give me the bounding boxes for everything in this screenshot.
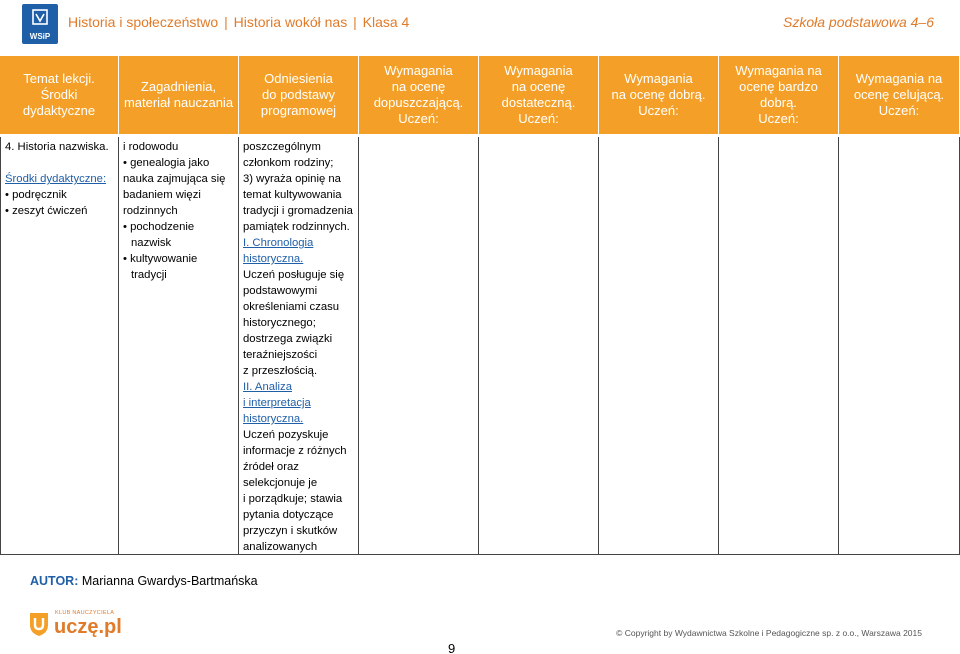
col-header-line: dopuszczającą. bbox=[373, 95, 464, 110]
col-header-line: Wymagania bbox=[504, 63, 573, 78]
col-header-line: na ocenę bbox=[511, 79, 566, 94]
reference-heading-chronology bbox=[243, 235, 354, 267]
reference-heading-line: historyczna. bbox=[243, 413, 304, 425]
col-header-topic bbox=[0, 56, 119, 134]
class-name: Klasa 4 bbox=[362, 14, 410, 30]
reference-line: historycznego; bbox=[243, 317, 316, 329]
page-number: 9 bbox=[448, 641, 456, 654]
reference-line: pytania dotyczące bbox=[243, 509, 334, 521]
reference-heading-analysis bbox=[243, 379, 354, 427]
book-name: Historia wokół nas bbox=[233, 14, 348, 30]
reference-heading-line: II. Analiza bbox=[243, 381, 292, 393]
issue-item: • pochodzenie nazwisk bbox=[123, 219, 234, 251]
reference-line: źródeł oraz bbox=[243, 461, 299, 473]
means-item: • podręcznik bbox=[5, 187, 114, 203]
reference-line: z przeszłością. bbox=[243, 365, 318, 377]
reference-heading-line: I. Chronologia bbox=[243, 237, 314, 249]
wsip-logo bbox=[22, 4, 58, 44]
col-header-line: Wymagania na bbox=[855, 71, 943, 86]
col-header-line: dobrą. bbox=[760, 95, 797, 110]
ucze-shield-icon bbox=[28, 611, 50, 637]
title-separator-2: | bbox=[353, 14, 357, 30]
col-header-line: programowej bbox=[260, 103, 337, 118]
reference-line: przyczyn i skutków bbox=[243, 525, 338, 537]
reference-line: tradycji i gromadzenia bbox=[243, 205, 353, 217]
reference-heading-line: historyczna. bbox=[243, 253, 304, 265]
reference-line: Uczeń posługuje się bbox=[243, 269, 345, 281]
author-label: AUTOR: bbox=[30, 574, 79, 588]
col-header-reference bbox=[239, 56, 359, 134]
col-header-line: Uczeń: bbox=[638, 103, 679, 118]
col-header-line: Uczeń: bbox=[758, 111, 799, 126]
reference-line: teraźniejszości bbox=[243, 349, 318, 361]
reference-line: 3) wyraża opinię na bbox=[243, 173, 341, 185]
reference-line: informacje z różnych bbox=[243, 445, 347, 457]
col-header-line: do podstawy bbox=[262, 87, 335, 102]
cell-grade-6 bbox=[839, 137, 960, 554]
table-row bbox=[0, 137, 960, 555]
copyright-notice: © Copyright by Wydawnictwa Szkolne i Pedagogiczne sp. z o.o., Warszawa 2015 bbox=[616, 628, 922, 638]
reference-line: selekcjonuje je bbox=[243, 477, 318, 489]
author-line bbox=[30, 574, 258, 588]
reference-line: analizowanych bbox=[243, 541, 318, 553]
col-header-line: Uczeń: bbox=[878, 103, 920, 118]
col-header-issues bbox=[119, 56, 239, 134]
col-header-line: Zagadnienia, bbox=[140, 79, 217, 94]
cell-topic bbox=[0, 137, 119, 554]
col-header-line: Uczeń: bbox=[518, 111, 559, 126]
cell-grade-3 bbox=[479, 137, 599, 554]
issue-item: nauka zajmująca się bbox=[123, 173, 226, 185]
subject-name: Historia i społeczeństwo bbox=[68, 14, 219, 30]
cell-grade-5 bbox=[719, 137, 839, 554]
cell-grade-2 bbox=[359, 137, 479, 554]
issues-list bbox=[123, 155, 234, 283]
author-name: Marianna Gwardys-Bartmańska bbox=[81, 574, 258, 588]
col-header-line: Wymagania bbox=[624, 71, 693, 86]
col-header-line: na ocenę bbox=[391, 79, 446, 94]
reference-line: podstawowymi bbox=[243, 285, 318, 297]
reference-line: pamiątek rodzinnych. bbox=[243, 221, 350, 233]
col-header-grade-6 bbox=[839, 56, 960, 134]
col-header-line: ocenę celującą. bbox=[853, 87, 945, 102]
reference-line: określeniami czasu bbox=[243, 301, 340, 313]
title-separator: | bbox=[224, 14, 228, 30]
logo-text: WSiP bbox=[29, 32, 51, 41]
cell-reference bbox=[239, 137, 359, 554]
page-header bbox=[0, 0, 960, 50]
lesson-topic: 4. Historia nazwiska. bbox=[5, 141, 109, 153]
col-header-grade-2 bbox=[359, 56, 479, 134]
col-header-line: Wymagania na bbox=[735, 63, 822, 78]
col-header-line: ocenę bardzo bbox=[739, 79, 818, 94]
means-label: Środki dydaktyczne: bbox=[5, 173, 107, 185]
reference-text-chronology bbox=[243, 267, 354, 379]
col-header-line: Uczeń: bbox=[398, 111, 439, 126]
reference-text bbox=[243, 139, 354, 235]
reference-line: członkom rodziny; bbox=[243, 157, 334, 169]
col-header-grade-4 bbox=[599, 56, 719, 134]
col-header-line: Środki dydaktyczne bbox=[22, 87, 96, 118]
issue-item: • genealogia jako bbox=[123, 155, 234, 171]
col-header-line: Wymagania bbox=[384, 63, 453, 78]
issue-item: • kultywowanie tradycji bbox=[123, 251, 234, 283]
col-header-line: Odniesienia bbox=[264, 71, 333, 86]
ucze-logo bbox=[28, 607, 128, 641]
col-header-line: materiał nauczania bbox=[123, 95, 234, 110]
issue-item: rodzinnych bbox=[123, 205, 178, 217]
col-header-grade-3 bbox=[479, 56, 599, 134]
reference-line: temat kultywowania bbox=[243, 189, 342, 201]
table-header bbox=[0, 56, 960, 134]
cell-issues bbox=[119, 137, 239, 554]
reference-line: dostrzega związki bbox=[243, 333, 333, 345]
reference-line: poszczególnym bbox=[243, 141, 321, 153]
reference-line: i porządkuje; stawia bbox=[243, 493, 343, 505]
col-header-line: na ocenę dobrą. bbox=[611, 87, 706, 102]
col-header-line: Temat lekcji. bbox=[23, 71, 95, 86]
header-title bbox=[68, 14, 409, 30]
col-header-line: dostateczną. bbox=[501, 95, 576, 110]
club-label: KLUB NAUCZYCIELA bbox=[55, 610, 115, 616]
means-item: • zeszyt ćwiczeń bbox=[5, 203, 114, 219]
issues-intro: i rodowodu bbox=[123, 141, 179, 153]
reference-text-analysis bbox=[243, 427, 354, 554]
issue-item: badaniem więzi bbox=[123, 189, 201, 201]
reference-line: Uczeń pozyskuje bbox=[243, 429, 329, 441]
cell-grade-4 bbox=[599, 137, 719, 554]
reference-heading-line: i interpretacja bbox=[243, 397, 311, 409]
col-header-grade-5 bbox=[719, 56, 839, 134]
wsip-logo-icon bbox=[31, 9, 49, 27]
school-level: Szkoła podstawowa 4–6 bbox=[783, 14, 934, 30]
club-name: uczę.pl bbox=[54, 616, 122, 638]
